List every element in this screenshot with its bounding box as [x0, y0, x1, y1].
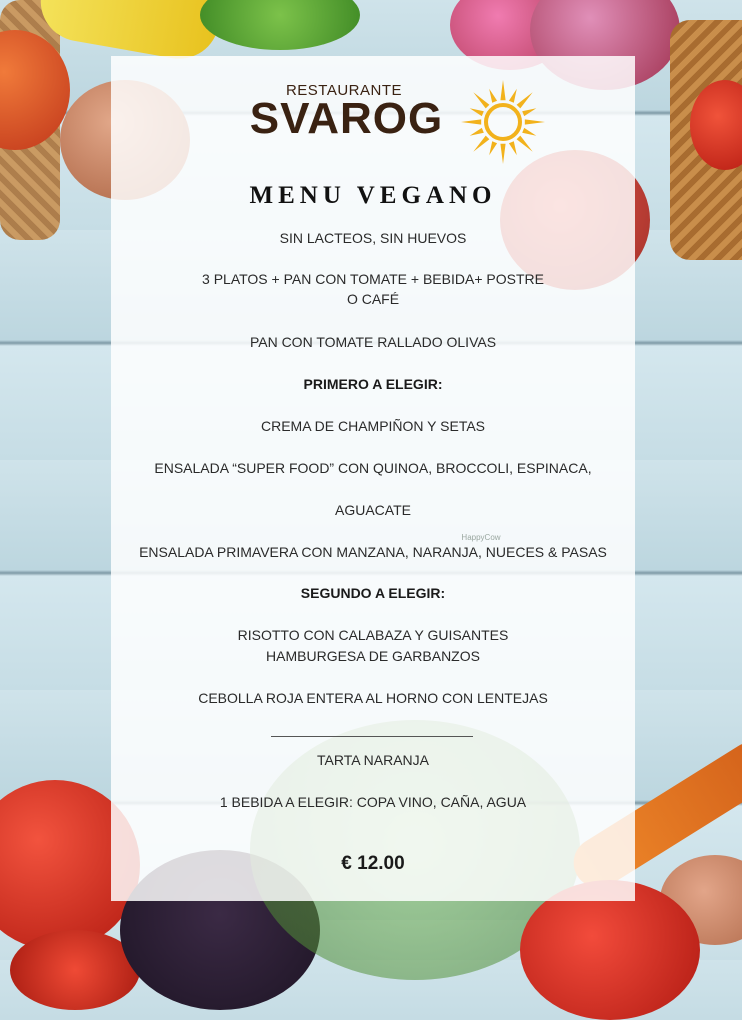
menu-price: € 12.00 [341, 853, 405, 874]
menu-item: ENSALADA PRIMAVERA CON MANZANA, NARANJA, NUECES & PASAS [139, 544, 607, 560]
menu-item: RISOTTO CON CALABAZA Y GUISANTES [237, 627, 509, 643]
offer-line-1: 3 PLATOS + PAN CON TOMATE + BEBIDA+ POSTRE [202, 271, 544, 287]
tomato-bottom-right-image [520, 880, 700, 1020]
menu-item: CREMA DE CHAMPIÑON Y SETAS [260, 418, 486, 434]
restaurant-logo [239, 78, 549, 168]
menu-title: MENU VEGANO [249, 182, 497, 209]
menu-card [111, 56, 635, 901]
bread-line: PAN CON TOMATE RALLADO OLIVAS [249, 334, 497, 350]
menu-item: CEBOLLA ROJA ENTERA AL HORNO CON LENTEJAS [198, 690, 548, 706]
lettuce-image [200, 0, 360, 50]
dessert-line: TARTA NARANJA [316, 752, 430, 768]
offer-line-2: O CAFÉ [346, 291, 400, 307]
divider [271, 736, 473, 737]
drink-line: 1 BEBIDA A ELEGIR: COPA VINO, CAÑA, AGUA [219, 794, 527, 810]
menu-subtitle: SIN LACTEOS, SIN HUEVOS [279, 230, 467, 246]
menu-item: ENSALADA “SUPER FOOD” CON QUINOA, BROCCOLI, ESPINACA, [154, 460, 592, 476]
second-course-heading: SEGUNDO A ELEGIR: [300, 585, 446, 601]
watermark-label: HappyCow [461, 533, 501, 542]
menu-item: AGUACATE [335, 502, 411, 518]
menu-item: HAMBURGESA DE GARBANZOS [266, 648, 480, 664]
sun-icon [459, 78, 547, 166]
first-course-heading: PRIMERO A ELEGIR: [303, 376, 443, 392]
logo-svarog-name: SVAROG [249, 94, 444, 143]
logo-restaurante-label: RESTAURANTE [285, 82, 403, 99]
